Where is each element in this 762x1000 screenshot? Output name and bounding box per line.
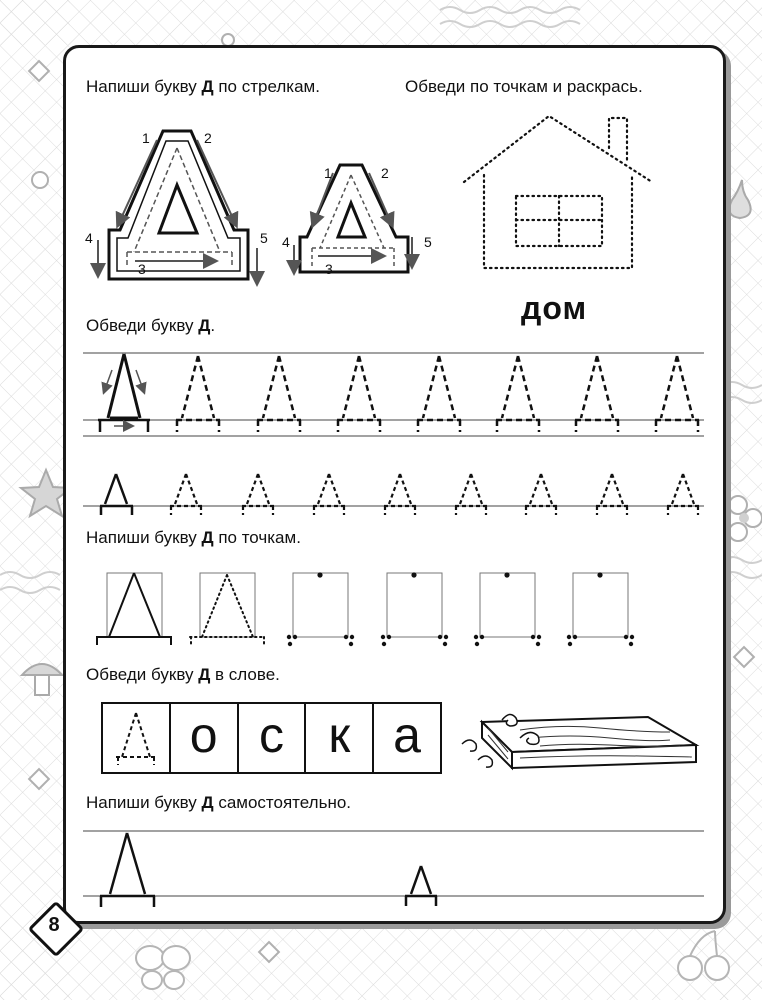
- dashed-letter-d[interactable]: [176, 356, 220, 432]
- arrow-number: 2: [204, 130, 212, 146]
- instruction-text: Напиши букву: [86, 77, 202, 96]
- instruction-text: в слове.: [210, 665, 280, 684]
- dashed-letters[interactable]: [176, 356, 699, 432]
- word-letter: с: [258, 707, 284, 763]
- dot-box[interactable]: [567, 572, 634, 646]
- instruction-house: Обведи по точкам и раскрась.: [405, 77, 643, 96]
- instruction-letter: Д: [198, 316, 211, 335]
- dashed-letter-d[interactable]: [313, 474, 345, 515]
- dashed-letters[interactable]: [170, 474, 699, 515]
- dashed-letter-d[interactable]: [455, 474, 487, 515]
- outline-letter-small: [294, 165, 412, 272]
- instruction-letter: Д: [198, 665, 211, 684]
- house-word: дом: [521, 290, 588, 326]
- dashed-letter-d[interactable]: [170, 474, 202, 515]
- instruction-letter: Д: [201, 77, 214, 96]
- arrow-number: 1: [142, 130, 150, 146]
- word-letter: о: [189, 707, 218, 763]
- dot-box[interactable]: [381, 572, 448, 646]
- instruction-text: Напиши букву: [86, 528, 202, 547]
- dashed-letter-d[interactable]: [257, 356, 301, 432]
- arrow-number: 4: [85, 230, 93, 246]
- instruction-text: .: [210, 316, 216, 335]
- sample-letter-d: [100, 833, 155, 907]
- free-writing-row: [83, 831, 704, 910]
- dashed-letter-d[interactable]: [242, 474, 274, 515]
- page-number: 8: [48, 914, 60, 936]
- dashed-letter-d[interactable]: [667, 474, 699, 515]
- dashed-letter-d[interactable]: [596, 474, 628, 515]
- instruction-text: самостоятельно.: [213, 793, 352, 812]
- trace-row-large: [83, 353, 704, 436]
- dashed-letter-d[interactable]: [496, 356, 540, 432]
- instruction-letter: Д: [201, 793, 214, 812]
- instruction-letter: Д: [201, 528, 214, 547]
- dotted-sample-box[interactable]: [190, 573, 265, 645]
- sample-letter-d: [100, 474, 133, 515]
- dashed-letter-d[interactable]: [525, 474, 557, 515]
- dashed-letter-d[interactable]: [384, 474, 416, 515]
- dot-box[interactable]: [474, 572, 541, 646]
- arrow-number: 1: [324, 165, 332, 181]
- arrow-number: 5: [424, 234, 432, 250]
- word-letter: к: [328, 707, 351, 763]
- dotted-house: [464, 116, 652, 268]
- dashed-letter-d[interactable]: [417, 356, 461, 432]
- arrow-number: 5: [260, 230, 268, 246]
- arrow-number: 3: [138, 261, 146, 277]
- dot-boxes: [96, 572, 634, 646]
- empty-dot-boxes: [287, 572, 634, 646]
- instruction-text: Обведи букву: [86, 316, 199, 335]
- sample-box: [96, 573, 172, 645]
- arrow-number: 4: [282, 234, 290, 250]
- free-writing-area[interactable]: [160, 840, 700, 910]
- arrow-number: 3: [325, 261, 333, 277]
- board-illustration: [462, 714, 696, 768]
- dot-box[interactable]: [287, 572, 354, 646]
- trace-row-small: [83, 474, 704, 515]
- instruction-text: Напиши букву: [86, 793, 202, 812]
- arrow-number: 2: [381, 165, 389, 181]
- sample-letter-d: [98, 354, 150, 432]
- instruction-text: по стрелкам.: [213, 77, 320, 96]
- outline-letter-large: [98, 131, 257, 283]
- dashed-letter-d[interactable]: [337, 356, 381, 432]
- instruction-text: Обведи букву: [86, 665, 199, 684]
- dashed-letter-d[interactable]: [655, 356, 699, 432]
- instruction-text: по точкам.: [213, 528, 301, 547]
- word-letter: а: [393, 707, 421, 763]
- dashed-letter-d[interactable]: [575, 356, 619, 432]
